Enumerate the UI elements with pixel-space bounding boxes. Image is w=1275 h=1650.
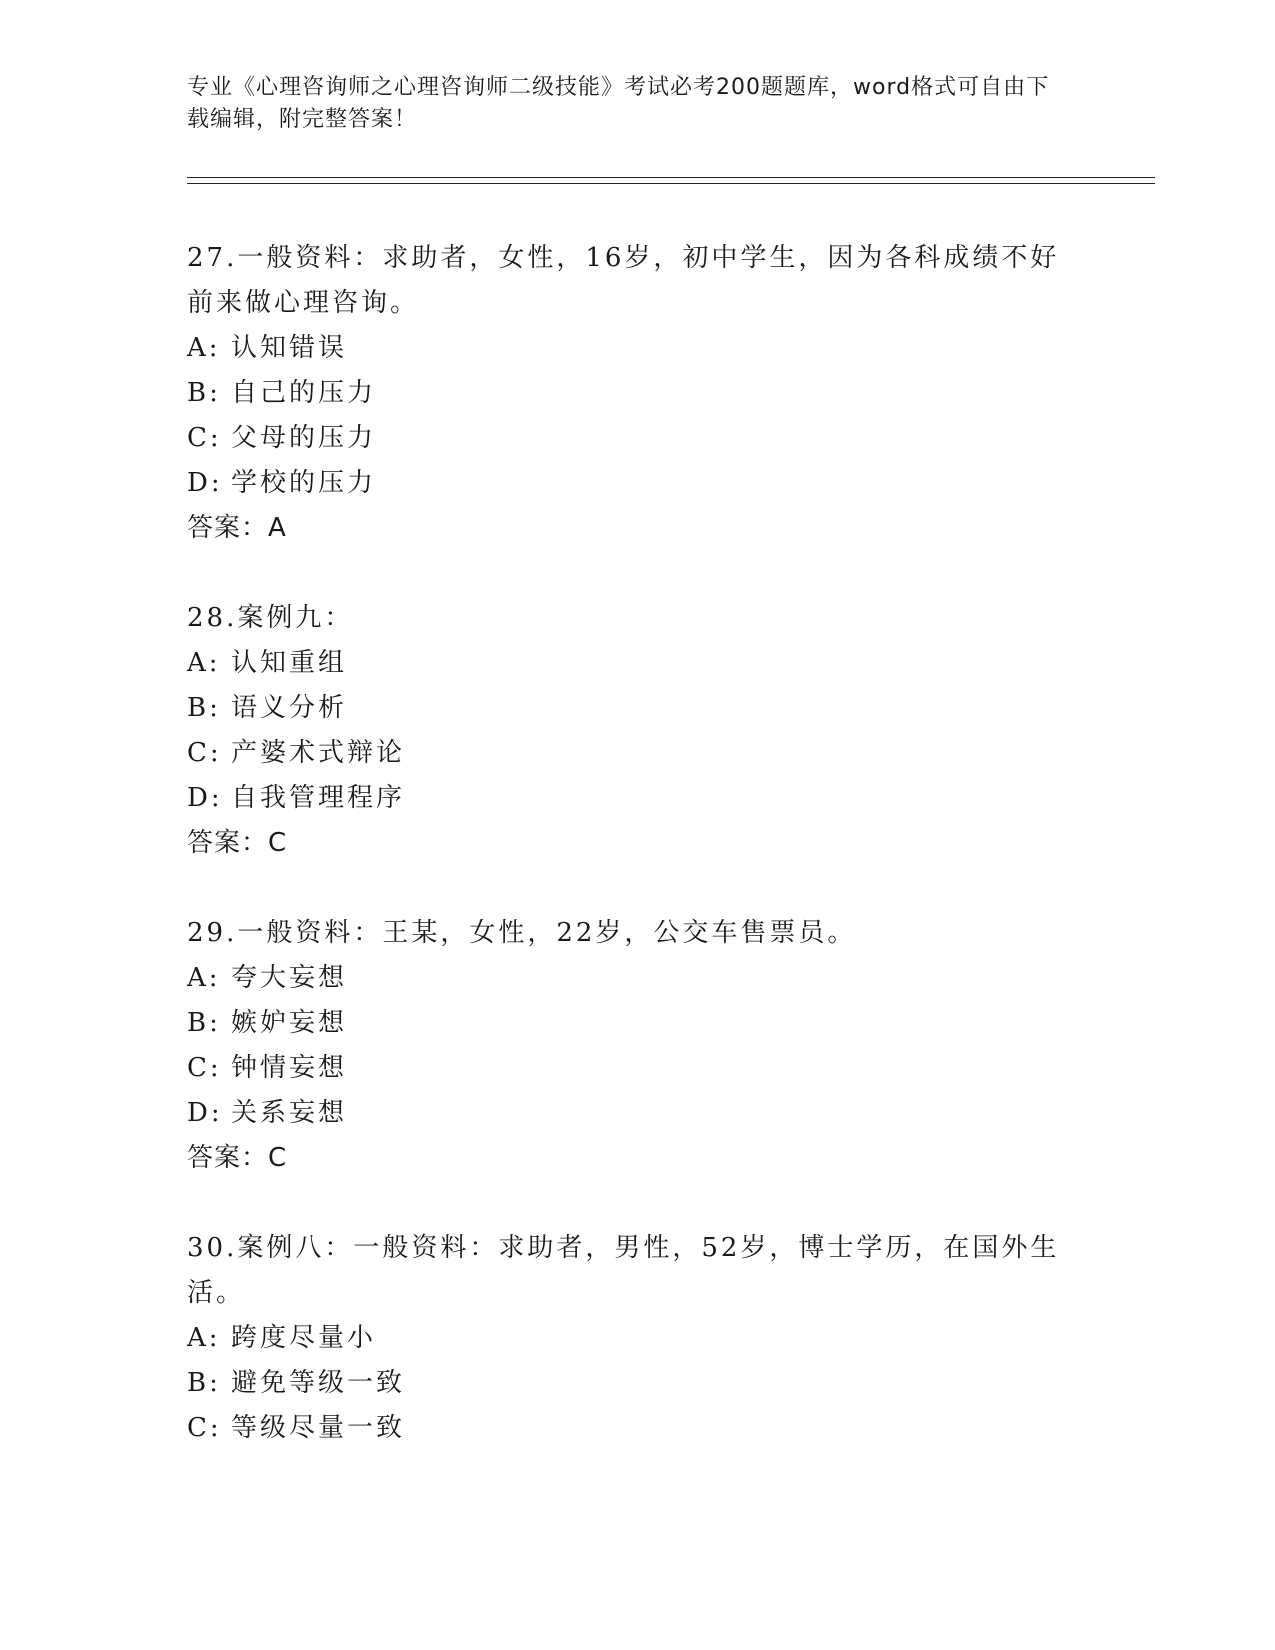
option-key: A:: [187, 963, 221, 993]
option-c: [187, 1046, 1087, 1091]
option-text: 钟情妄想: [231, 1053, 348, 1083]
option-text: 夸大妄想: [231, 963, 348, 993]
option-b: [187, 1001, 1087, 1046]
option-key: D:: [187, 783, 223, 813]
option-text: 学校的压力: [231, 468, 377, 498]
answer-line: 答案：A: [187, 513, 287, 543]
option-d: [187, 1091, 1087, 1136]
option-c: [187, 731, 1087, 776]
option-key: C:: [187, 1413, 222, 1443]
option-b: [187, 371, 1087, 416]
option-b: [187, 1361, 1087, 1406]
option-key: C:: [187, 1053, 222, 1083]
option-a: [187, 956, 1087, 1001]
option-text: 等级尽量一致: [231, 1413, 406, 1443]
option-text: 关系妄想: [231, 1098, 348, 1128]
question-stem: 28.案例九：: [187, 603, 354, 633]
option-text: 跨度尽量小: [231, 1323, 377, 1353]
question-list: [187, 236, 1087, 1496]
header-divider-bottom: [187, 183, 1155, 184]
question-30: [187, 1226, 1087, 1451]
header-divider-top: [187, 177, 1155, 178]
option-key: B:: [187, 1008, 221, 1038]
option-b: [187, 686, 1087, 731]
option-text: 自我管理程序: [231, 783, 406, 813]
option-c: [187, 1406, 1087, 1451]
option-a: [187, 1316, 1087, 1361]
question-28: [187, 596, 1087, 866]
option-text: 语义分析: [231, 693, 348, 723]
option-text: 认知错误: [231, 333, 348, 363]
question-stem: 30.案例八：一般资料：求助者，男性，52岁，博士学历，在国外生活。: [187, 1233, 1060, 1308]
option-d: [187, 776, 1087, 821]
answer-line: 答案：C: [187, 828, 288, 858]
option-a: [187, 326, 1087, 371]
option-a: [187, 641, 1087, 686]
question-stem: 27.一般资料：求助者，女性，16岁，初中学生，因为各科成绩不好前来做心理咨询。: [187, 243, 1060, 318]
question-27: [187, 236, 1087, 551]
option-key: C:: [187, 423, 222, 453]
document-header: 专业《心理咨询师之心理咨询师二级技能》考试必考200题题库，word格式可自由下载编辑，附完整答案！: [187, 75, 1050, 132]
option-key: D:: [187, 1098, 223, 1128]
option-text: 避免等级一致: [231, 1368, 406, 1398]
option-text: 产婆术式辩论: [231, 738, 406, 768]
question-29: [187, 911, 1087, 1181]
option-key: A:: [187, 1323, 221, 1353]
option-key: A:: [187, 333, 221, 363]
option-key: B:: [187, 693, 221, 723]
option-key: B:: [187, 378, 221, 408]
option-key: D:: [187, 468, 223, 498]
question-stem: 29.一般资料：王某，女性，22岁，公交车售票员。: [187, 918, 857, 948]
option-text: 自己的压力: [231, 378, 377, 408]
option-d: [187, 461, 1087, 506]
answer-line: 答案：C: [187, 1143, 288, 1173]
option-key: A:: [187, 648, 221, 678]
option-c: [187, 416, 1087, 461]
option-key: C:: [187, 738, 222, 768]
option-text: 嫉妒妄想: [231, 1008, 348, 1038]
option-text: 认知重组: [231, 648, 348, 678]
option-text: 父母的压力: [231, 423, 377, 453]
option-key: B:: [187, 1368, 221, 1398]
